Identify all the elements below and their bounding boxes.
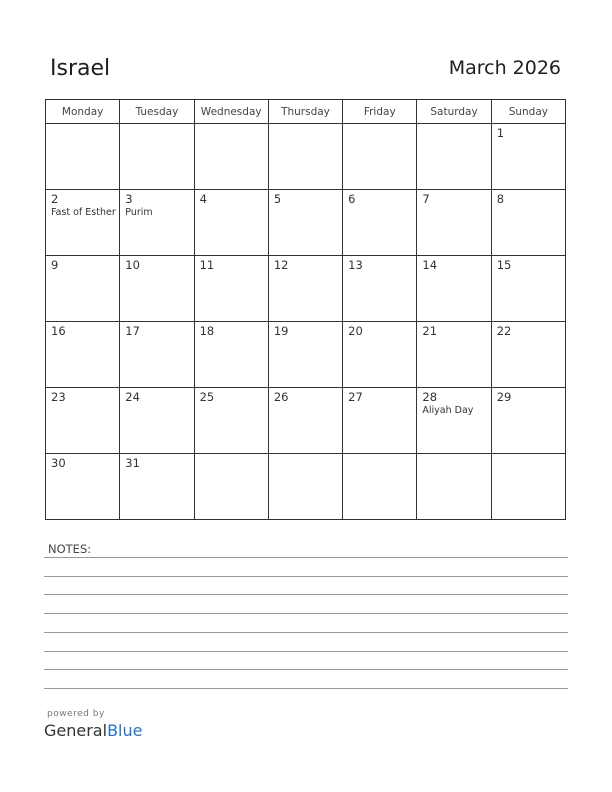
day-number: 16 <box>51 324 66 338</box>
holiday-label: Purim <box>125 207 153 218</box>
day-number: 12 <box>273 258 289 272</box>
weekday-header: Tuesday <box>120 100 194 124</box>
day-number: 10 <box>125 258 140 272</box>
day-number: 9 <box>51 258 59 272</box>
day-cell <box>194 454 268 520</box>
day-cell <box>343 124 417 190</box>
day-cell <box>194 256 268 322</box>
notes-line <box>44 594 568 595</box>
weekday-header: Saturday <box>417 100 491 124</box>
day-cell <box>417 124 491 190</box>
calendar-grid <box>45 99 566 520</box>
brand-general: General <box>44 721 108 740</box>
day-number: 19 <box>273 324 289 338</box>
day-number <box>343 454 416 457</box>
week-row <box>46 388 566 454</box>
brand-blue: Blue <box>107 721 143 740</box>
day-number <box>492 454 565 457</box>
day-number: 2 <box>51 192 59 206</box>
day-number: 14 <box>422 258 438 272</box>
day-number: 24 <box>125 390 140 404</box>
day-cell <box>417 256 491 322</box>
notes-line <box>44 632 568 633</box>
day-cell <box>120 256 194 322</box>
day-number: 5 <box>273 192 282 206</box>
week-row <box>46 322 566 388</box>
day-cell <box>343 190 417 256</box>
day-number: 25 <box>199 390 215 404</box>
week-row <box>46 454 566 520</box>
day-cell <box>46 322 120 388</box>
day-cell <box>491 388 565 454</box>
day-cell <box>268 454 342 520</box>
day-cell <box>268 124 342 190</box>
day-number: 7 <box>422 192 430 206</box>
day-cell <box>491 322 565 388</box>
day-number: 11 <box>199 258 215 272</box>
holiday-label: Fast of Esther <box>51 207 116 218</box>
day-cell <box>120 388 194 454</box>
day-number: 17 <box>125 324 140 338</box>
day-number: 21 <box>422 324 438 338</box>
day-cell <box>491 190 565 256</box>
day-number: 28 <box>422 390 438 404</box>
day-cell <box>343 256 417 322</box>
week-row <box>46 190 566 256</box>
day-cell <box>491 256 565 322</box>
day-cell <box>46 388 120 454</box>
weekday-header: Sunday <box>491 100 565 124</box>
day-number <box>269 124 342 127</box>
day-number: 30 <box>51 456 66 470</box>
day-number <box>46 124 119 127</box>
notes-line <box>44 669 568 670</box>
day-cell <box>417 454 491 520</box>
day-cell <box>120 190 194 256</box>
day-cell <box>46 124 120 190</box>
weekday-header-row <box>46 100 566 124</box>
day-cell <box>491 454 565 520</box>
notes-line <box>44 651 568 652</box>
weekday-header: Thursday <box>268 100 342 124</box>
day-number: 20 <box>348 324 363 338</box>
day-cell <box>46 190 120 256</box>
day-number: 8 <box>496 192 505 206</box>
day-cell <box>417 388 491 454</box>
day-number: 22 <box>496 324 512 338</box>
day-cell <box>120 454 194 520</box>
day-number: 23 <box>51 390 66 404</box>
holiday-label: Aliyah Day <box>422 405 474 416</box>
day-number <box>195 124 268 127</box>
week-row <box>46 124 566 190</box>
day-cell <box>46 454 120 520</box>
day-number <box>120 124 193 127</box>
day-number <box>417 454 490 457</box>
powered-by-text: powered by <box>47 709 105 719</box>
weekday-header: Friday <box>343 100 417 124</box>
day-number: 15 <box>496 258 512 272</box>
notes-line <box>44 557 568 558</box>
day-number <box>343 124 416 127</box>
day-number <box>195 454 268 457</box>
day-cell <box>120 124 194 190</box>
day-cell <box>268 256 342 322</box>
notes-label: NOTES: <box>48 542 92 556</box>
day-cell <box>417 190 491 256</box>
day-cell <box>343 322 417 388</box>
day-number: 3 <box>125 192 133 206</box>
day-number: 6 <box>348 192 356 206</box>
generalblue-logo[interactable] <box>44 721 142 740</box>
country-title: Israel <box>50 56 111 81</box>
day-number: 26 <box>273 390 289 404</box>
weekday-header: Monday <box>46 100 120 124</box>
day-cell <box>491 124 565 190</box>
day-cell <box>343 388 417 454</box>
day-cell <box>194 190 268 256</box>
week-row <box>46 256 566 322</box>
weekday-header: Wednesday <box>194 100 268 124</box>
day-number: 27 <box>348 390 363 404</box>
day-cell <box>268 388 342 454</box>
notes-line <box>44 576 568 577</box>
day-number: 31 <box>125 456 140 470</box>
day-cell <box>268 190 342 256</box>
day-cell <box>194 124 268 190</box>
day-cell <box>120 322 194 388</box>
day-cell <box>194 388 268 454</box>
day-number: 29 <box>496 390 512 404</box>
notes-line <box>44 613 568 614</box>
day-number: 1 <box>496 126 505 140</box>
day-number <box>417 124 490 127</box>
month-title: March 2026 <box>448 57 561 79</box>
day-number: 13 <box>348 258 363 272</box>
day-number: 4 <box>199 192 207 206</box>
day-number: 18 <box>199 324 215 338</box>
notes-line <box>44 688 568 689</box>
day-number <box>269 454 342 457</box>
day-cell <box>343 454 417 520</box>
day-cell <box>46 256 120 322</box>
day-cell <box>268 322 342 388</box>
day-cell <box>194 322 268 388</box>
day-cell <box>417 322 491 388</box>
